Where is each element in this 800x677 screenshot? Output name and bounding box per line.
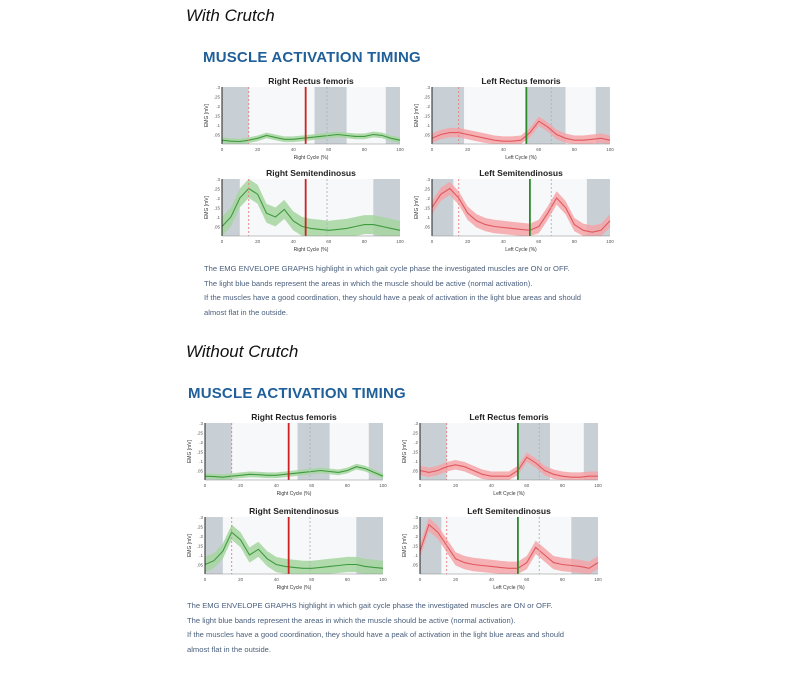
chart-panel [200,76,405,166]
description-with-crutch [204,262,581,320]
x-tick-label: 80 [344,577,350,582]
section-heading-without-crutch: MUSCLE ACTIVATION TIMING [188,385,406,402]
y-tick-label: .3 [216,177,220,182]
x-tick-label: 60 [309,577,315,582]
x-tick-label: 20 [238,483,244,488]
chart-panel [398,506,603,596]
y-axis-label: EMG [mV] [414,195,420,220]
normal-activation-band [222,87,249,144]
x-tick-label: 40 [273,483,279,488]
y-tick-label: .15 [196,543,203,549]
y-tick-label: .1 [426,123,430,128]
y-tick-label: .1 [426,215,430,220]
section-heading-with-crutch: MUSCLE ACTIVATION TIMING [203,49,421,66]
y-tick-label: .15 [423,205,430,211]
y-tick-label: .2 [199,440,203,445]
x-axis-label: Right Cycle (%) [293,155,329,161]
x-tick-label: 40 [290,239,296,244]
x-tick-label: 60 [326,147,332,152]
emg-chart-svg [200,76,405,166]
x-tick-label: 60 [524,483,530,488]
x-axis-label: Left Cycle (%) [505,155,537,161]
y-tick-label: .3 [414,421,418,426]
description-line: The light blue bands represent the areas in which the muscle should be active (normal activation). [187,615,516,625]
y-tick-label: .3 [216,85,220,90]
y-tick-label: .15 [411,449,418,455]
y-tick-label: .25 [196,430,203,436]
emg-chart-svg [183,412,388,502]
y-tick-label: .05 [213,132,220,138]
chart-panel [183,412,388,502]
x-tick-label: 100 [594,483,602,488]
chart-title: Right Rectus femoris [268,76,354,86]
y-tick-label: .15 [411,543,418,549]
x-tick-label: 40 [488,483,494,488]
y-tick-label: .3 [426,85,430,90]
x-tick-label: 0 [430,147,434,152]
y-tick-label: .3 [414,515,418,520]
y-tick-label: .2 [414,440,418,445]
y-tick-label: .05 [196,562,203,568]
x-axis-label: Left Cycle (%) [505,247,537,253]
description-line: If the muscles have a good coordination, they should have a peak of activation in the light blue areas and should [204,293,581,302]
x-tick-label: 0 [203,483,207,488]
section-label-with-crutch: With Crutch [186,6,275,25]
x-tick-label: 80 [571,147,577,152]
chart-title: Left Semitendinosus [467,506,551,516]
x-tick-label: 20 [255,147,261,152]
x-tick-label: 100 [396,239,404,244]
chart-panel [183,506,388,596]
y-tick-label: .1 [414,459,418,464]
x-tick-label: 20 [255,239,261,244]
chart-title: Right Semitendinosus [249,506,339,516]
y-tick-label: .15 [196,449,203,455]
y-tick-label: .25 [423,94,430,100]
y-tick-label: .2 [426,104,430,109]
x-tick-label: 0 [418,577,422,582]
y-tick-label: .1 [199,553,203,558]
x-axis-label: Right Cycle (%) [276,491,312,497]
emg-chart-svg [410,76,615,166]
x-tick-label: 80 [361,147,367,152]
x-tick-label: 40 [488,577,494,582]
x-tick-label: 20 [453,483,459,488]
x-tick-label: 40 [500,239,506,244]
y-tick-label: .25 [213,186,220,192]
normal-activation-band [205,423,232,480]
description-line: almost flat in the outside. [187,644,271,654]
y-tick-label: .2 [216,196,220,201]
y-tick-label: .15 [423,113,430,119]
y-axis-label: EMG [mV] [414,103,420,128]
y-tick-label: .05 [411,468,418,474]
emg-chart-svg [398,506,603,596]
x-tick-label: 80 [361,239,367,244]
x-tick-label: 0 [220,239,224,244]
x-tick-label: 60 [536,147,542,152]
section-label-without-crutch: Without Crutch [186,342,299,361]
x-tick-label: 0 [430,239,434,244]
x-axis-label: Right Cycle (%) [293,247,329,253]
description-line: If the muscles have a good coordination, they should have a peak of activation in the light blue areas and should [187,630,564,639]
y-axis-label: EMG [mV] [187,533,193,558]
x-tick-label: 0 [203,577,207,582]
y-axis-label: EMG [mV] [204,195,210,220]
y-axis-label: EMG [mV] [204,103,210,128]
x-tick-label: 0 [418,483,422,488]
x-tick-label: 20 [465,147,471,152]
x-tick-label: 80 [571,239,577,244]
chart-title: Left Semitendinosus [479,168,563,178]
y-tick-label: .05 [411,562,418,568]
x-tick-label: 20 [453,577,459,582]
x-tick-label: 80 [559,483,565,488]
y-tick-label: .15 [213,113,220,119]
x-tick-label: 100 [606,239,614,244]
x-tick-label: 100 [396,147,404,152]
x-tick-label: 100 [606,147,614,152]
x-tick-label: 60 [524,577,530,582]
description-line: The EMG ENVELOPE GRAPHS highlight in which gait cycle phase the investigated muscles are ON or OFF. [187,601,553,610]
x-axis-label: Right Cycle (%) [276,585,312,591]
y-tick-label: .2 [414,534,418,539]
y-tick-label: .3 [426,177,430,182]
y-axis-label: EMG [mV] [402,533,408,558]
description-line: The light blue bands represent the areas in which the muscle should be active (normal activation). [204,278,533,288]
description-line: almost flat in the outside. [204,307,288,317]
chart-panel [410,76,615,166]
x-tick-label: 40 [500,147,506,152]
x-tick-label: 100 [379,577,387,582]
x-tick-label: 20 [465,239,471,244]
y-tick-label: .3 [199,421,203,426]
y-tick-label: .15 [213,205,220,211]
chart-panel [410,168,615,258]
x-axis-label: Left Cycle (%) [493,585,525,591]
y-tick-label: .2 [426,196,430,201]
x-tick-label: 20 [238,577,244,582]
chart-title: Right Rectus femoris [251,412,337,422]
x-tick-label: 80 [344,483,350,488]
x-tick-label: 60 [536,239,542,244]
y-tick-label: .05 [423,132,430,138]
y-tick-label: .05 [423,224,430,230]
x-tick-label: 60 [326,239,332,244]
emg-chart-svg [200,168,405,258]
x-tick-label: 100 [379,483,387,488]
y-tick-label: .3 [199,515,203,520]
chart-title: Right Semitendinosus [266,168,356,178]
emg-chart-svg [398,412,603,502]
x-tick-label: 0 [220,147,224,152]
chart-title: Left Rectus femoris [481,76,561,86]
description-line: The EMG ENVELOPE GRAPHS highlight in which gait cycle phase the investigated muscles are ON or OFF. [204,264,570,273]
y-tick-label: .05 [213,224,220,230]
description-without-crutch [187,599,564,657]
y-tick-label: .25 [213,94,220,100]
x-axis-label: Left Cycle (%) [493,491,525,497]
y-tick-label: .05 [196,468,203,474]
y-axis-label: EMG [mV] [187,439,193,464]
normal-activation-band [584,423,598,480]
chart-panel [398,412,603,502]
y-tick-label: .2 [216,104,220,109]
y-tick-label: .25 [423,186,430,192]
y-tick-label: .25 [196,524,203,530]
x-tick-label: 80 [559,577,565,582]
x-tick-label: 60 [309,483,315,488]
emg-chart-svg [183,506,388,596]
y-axis-label: EMG [mV] [402,439,408,464]
x-tick-label: 40 [290,147,296,152]
y-tick-label: .25 [411,430,418,436]
y-tick-label: .1 [216,123,220,128]
emg-chart-svg [410,168,615,258]
y-tick-label: .1 [414,553,418,558]
x-tick-label: 100 [594,577,602,582]
y-tick-label: .2 [199,534,203,539]
x-tick-label: 40 [273,577,279,582]
chart-panel [200,168,405,258]
chart-title: Left Rectus femoris [469,412,549,422]
y-tick-label: .25 [411,524,418,530]
y-tick-label: .1 [216,215,220,220]
y-tick-label: .1 [199,459,203,464]
